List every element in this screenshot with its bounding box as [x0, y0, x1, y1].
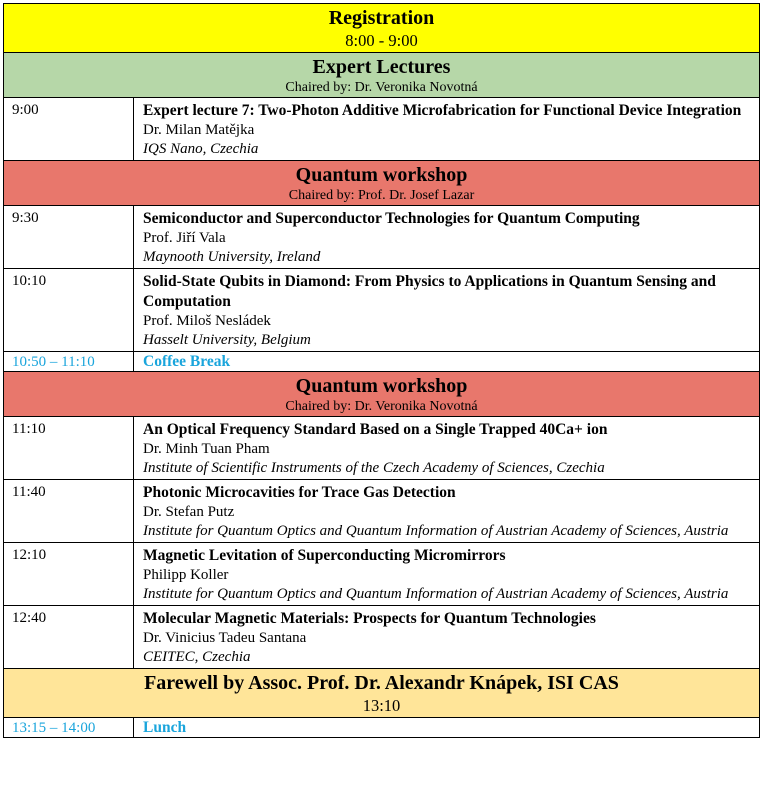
- coffee-break-row: [4, 352, 760, 372]
- talk-time: 12:10: [4, 543, 134, 606]
- registration-title: Registration: [328, 7, 435, 29]
- registration-header: [4, 4, 760, 53]
- farewell-time: 13:10: [362, 696, 401, 715]
- farewell-header: [4, 669, 760, 718]
- lunch-row: [4, 718, 760, 738]
- talk-speaker: Dr. Milan Matějka: [143, 122, 255, 138]
- talk-row: [4, 480, 760, 543]
- talk-affiliation: CEITEC, Czechia: [143, 649, 251, 665]
- talk-affiliation: Institute of Scientific Instruments of the Czech Academy of Sciences, Czechia: [143, 460, 605, 476]
- talk-affiliation: Maynooth University, Ireland: [143, 249, 321, 265]
- session-chair: Chaired by: Prof. Dr. Josef Lazar: [288, 188, 475, 203]
- talk-row: [4, 606, 760, 669]
- session-title: Expert Lectures: [312, 56, 451, 78]
- session-chair: Chaired by: Dr. Veronika Novotná: [285, 80, 478, 95]
- talk-affiliation: Institute for Quantum Optics and Quantum Information of Austrian Academy of Sciences, Austria: [143, 586, 729, 602]
- talk-row: [4, 206, 760, 269]
- lunch-label: Lunch: [134, 718, 760, 738]
- talk-speaker: Prof. Miloš Nesládek: [143, 313, 271, 329]
- session-header-quantum-workshop-2: [4, 372, 760, 417]
- talk-title: Solid-State Qubits in Diamond: From Physics to Applications in Quantum Sensing and Computation: [143, 273, 716, 310]
- talk-speaker: Dr. Stefan Putz: [143, 504, 235, 520]
- coffee-break-time: 10:50 – 11:10: [4, 352, 134, 372]
- talk-speaker: Philipp Koller: [143, 567, 229, 583]
- coffee-break-label: Coffee Break: [134, 352, 760, 372]
- registration-time: 8:00 - 9:00: [345, 31, 418, 50]
- session-title: Quantum workshop: [295, 164, 468, 186]
- talk-affiliation: Institute for Quantum Optics and Quantum Information of Austrian Academy of Sciences, Austria: [143, 523, 729, 539]
- farewell-title: Farewell by Assoc. Prof. Dr. Alexandr Knápek, ISI CAS: [144, 672, 619, 694]
- talk-time: 12:40: [4, 606, 134, 669]
- schedule-table: [3, 3, 760, 738]
- talk-time: 11:10: [4, 417, 134, 480]
- talk-title: Expert lecture 7: Two-Photon Additive Microfabrication for Functional Device Integration: [143, 102, 742, 119]
- talk-time: 10:10: [4, 269, 134, 352]
- talk-title: Semiconductor and Superconductor Technologies for Quantum Computing: [143, 210, 640, 227]
- session-header-expert-lectures: [4, 53, 760, 98]
- talk-row: [4, 417, 760, 480]
- talk-affiliation: IQS Nano, Czechia: [143, 141, 259, 157]
- talk-row: [4, 269, 760, 352]
- talk-affiliation: Hasselt University, Belgium: [143, 332, 311, 348]
- talk-title: Photonic Microcavities for Trace Gas Detection: [143, 484, 456, 501]
- session-title: Quantum workshop: [295, 375, 468, 397]
- talk-title: Molecular Magnetic Materials: Prospects for Quantum Technologies: [143, 610, 596, 627]
- talk-title: Magnetic Levitation of Superconducting Micromirrors: [143, 547, 506, 564]
- talk-row: [4, 98, 760, 161]
- session-header-quantum-workshop-1: [4, 161, 760, 206]
- talk-row: [4, 543, 760, 606]
- session-chair: Chaired by: Dr. Veronika Novotná: [285, 399, 478, 414]
- talk-title: An Optical Frequency Standard Based on a Single Trapped 40Ca+ ion: [143, 421, 608, 438]
- talk-speaker: Dr. Vinicius Tadeu Santana: [143, 630, 307, 646]
- talk-speaker: Prof. Jiří Vala: [143, 230, 226, 246]
- talk-time: 9:30: [4, 206, 134, 269]
- talk-speaker: Dr. Minh Tuan Pham: [143, 441, 270, 457]
- lunch-time: 13:15 – 14:00: [4, 718, 134, 738]
- talk-time: 11:40: [4, 480, 134, 543]
- talk-time: 9:00: [4, 98, 134, 161]
